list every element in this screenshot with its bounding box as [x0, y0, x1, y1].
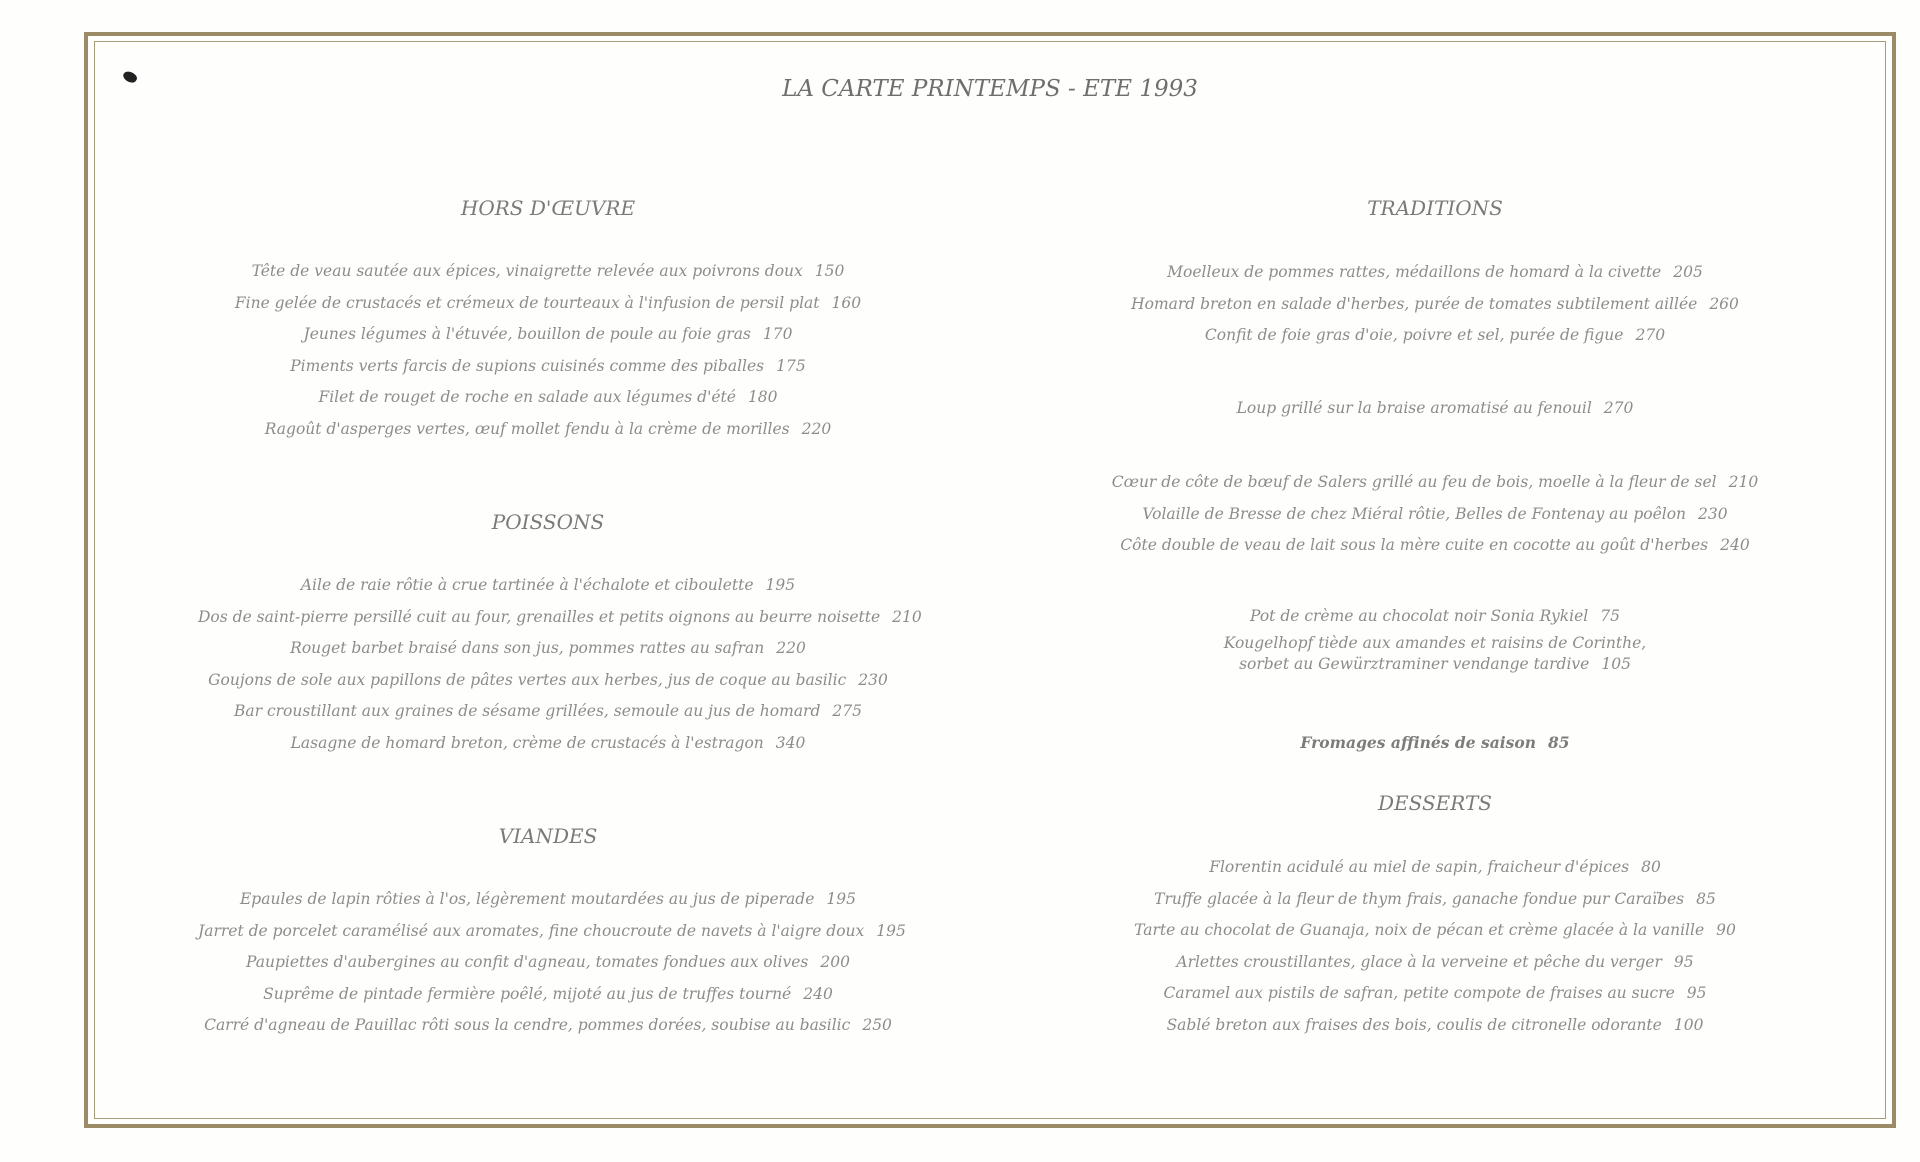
item-price: 100 [1673, 1015, 1704, 1034]
item-price: 240 [803, 984, 833, 1003]
menu-item [198, 414, 898, 446]
item-name: Goujons de sole aux papillons de pâtes vertes aux herbes, jus de coque au basilic [208, 670, 847, 689]
item-price: 85 [1696, 889, 1716, 908]
item-name: Fromages affinés de saison [1300, 733, 1537, 752]
item-price: 175 [776, 356, 806, 375]
item-name: Jeunes légumes à l'étuvée, bouillon de poule au foie gras [303, 325, 751, 343]
item-price: 340 [775, 733, 806, 752]
item-name: Tarte au chocolat de Guanaja, noix de pécan et crème glacée à la vanille [1134, 921, 1705, 939]
item-name: Dos de saint-pierre persillé cuit au four, grenailles et petits oignons au beurre noisette [198, 607, 881, 626]
item-price: 150 [814, 262, 845, 280]
item-price: 195 [826, 890, 856, 908]
item-name: Confit de foie gras d'oie, poivre et sel, purée de figue [1204, 326, 1624, 344]
item-name: Aile de raie rôtie à crue tartinée à l'échalote et ciboulette [300, 576, 754, 594]
section-heading-traditions: TRADITIONS [1367, 196, 1503, 220]
item-price: 95 [1673, 952, 1694, 971]
item-price: 195 [765, 576, 796, 594]
menu-item [198, 382, 898, 414]
item-name: Côte double de veau de lait sous la mère cuite en cocotte au goût d'herbes [1120, 536, 1709, 554]
traditions-group-4 [1085, 601, 1785, 677]
item-price: 270 [1635, 326, 1666, 344]
item-price: 240 [1720, 536, 1750, 554]
item-name: Pot de crème au chocolat noir Sonia Rykiel [1250, 607, 1589, 625]
item-name-line-2: sorbet au Gewürztraminer vendange tardive [1239, 654, 1590, 673]
menu-item [1085, 530, 1785, 562]
traditions-group-3 [1085, 467, 1785, 562]
item-price: 160 [831, 293, 862, 312]
item-price: 85 [1548, 733, 1570, 752]
item-name-line-1: Kougelhopf tiède aux amandes et raisins de Corinthe, [1223, 633, 1647, 652]
menu-item [1085, 852, 1785, 884]
menu-item [1085, 467, 1785, 499]
item-price: 95 [1686, 984, 1707, 1002]
item-name: Sablé breton aux fraises des bois, coulis de citronelle odorante [1166, 1015, 1662, 1034]
item-price: 180 [747, 388, 778, 406]
item-price: 80 [1641, 858, 1661, 876]
item-price: 195 [876, 921, 906, 940]
menu-item [198, 1010, 898, 1042]
item-name: Piments verts farcis de supions cuisinés comme des piballes [290, 356, 765, 375]
item-name: Rouget barbet braisé dans son jus, pommes rattes au safran [290, 639, 765, 657]
menu-item [198, 728, 898, 760]
item-name: Tête de veau sautée aux épices, vinaigrette relevée aux poivrons doux [251, 262, 803, 280]
hors-doeuvre-list [198, 256, 898, 445]
menu-item [1085, 257, 1785, 289]
menu-item [198, 602, 922, 634]
item-price: 270 [1603, 399, 1634, 417]
item-name: Truffe glacée à la fleur de thym frais, ganache fondue pur Caraïbes [1154, 889, 1685, 908]
item-name: Ragoût d'asperges vertes, œuf mollet fendu à la crème de morilles [264, 419, 790, 438]
item-name: Caramel aux pistils de safran, petite compote de fraises au sucre [1163, 984, 1675, 1002]
item-name: Suprême de pintade fermière poêlé, mijoté au jus de truffes tourné [263, 984, 792, 1003]
menu-item [1085, 915, 1785, 947]
item-price: 205 [1673, 263, 1703, 281]
menu-item [1085, 289, 1785, 321]
section-heading-poissons: POISSONS [491, 510, 605, 534]
menu-item [1085, 1010, 1785, 1042]
menu-item [198, 916, 906, 948]
item-name: Paupiettes d'aubergines au confit d'agneau, tomates fondues aux olives [246, 953, 809, 971]
menu-item [1085, 884, 1785, 916]
menu-item [198, 319, 898, 351]
section-heading-desserts: DESSERTS [1377, 791, 1493, 815]
item-name: Epaules de lapin rôties à l'os, légèrement moutardées au jus de piperade [239, 890, 815, 908]
item-name: Lasagne de homard breton, crème de crustacés à l'estragon [290, 733, 764, 752]
menu-item [198, 633, 898, 665]
menu-item [1085, 393, 1785, 425]
traditions-group-2 [1085, 393, 1785, 425]
item-price: 250 [862, 1016, 892, 1034]
item-price: 200 [820, 953, 850, 971]
item-name: Carré d'agneau de Pauillac rôti sous la cendre, pommes dorées, soubise au basilic [204, 1016, 851, 1034]
menu-item [198, 884, 898, 916]
item-price: 230 [858, 670, 888, 689]
item-name: Filet de rouget de roche en salade aux légumes d'été [318, 388, 736, 406]
menu-item [198, 256, 898, 288]
viandes-list [198, 884, 906, 1042]
item-price: 220 [776, 639, 806, 657]
traditions-group-1 [1085, 257, 1785, 352]
item-price: 170 [762, 325, 793, 343]
item-price: 275 [832, 702, 862, 720]
menu-item [198, 288, 898, 320]
item-name: Fine gelée de crustacés et crémeux de tourteaux à l'infusion de persil plat [234, 293, 820, 312]
item-name: Homard breton en salade d'herbes, purée de tomates subtilement aillée [1131, 294, 1698, 313]
menu-item [198, 696, 898, 728]
item-name: Loup grillé sur la braise aromatisé au fenouil [1236, 399, 1592, 417]
item-name: Arlettes croustillantes, glace à la verveine et pêche du verger [1176, 952, 1662, 971]
item-price: 260 [1709, 294, 1739, 313]
item-name: Florentin acidulé au miel de sapin, fraicheur d'épices [1209, 858, 1630, 876]
menu-item [1085, 499, 1785, 531]
menu-item [198, 665, 898, 697]
item-name: Bar croustillant aux graines de sésame grillées, semoule au jus de homard [234, 702, 821, 720]
item-price: 210 [1728, 473, 1759, 491]
item-name: Volaille de Bresse de chez Miéral rôtie, Belles de Fontenay au poêlon [1142, 504, 1687, 523]
item-price: 75 [1600, 607, 1620, 625]
menu-item [1085, 320, 1785, 352]
item-price: 210 [892, 607, 922, 626]
poissons-list [198, 570, 922, 759]
item-price: 230 [1698, 504, 1728, 523]
item-price: 220 [801, 419, 832, 438]
item-price: 90 [1716, 921, 1736, 939]
menu-item [198, 979, 898, 1011]
menu-item [198, 351, 898, 383]
menu-item [198, 570, 898, 602]
item-name: Moelleux de pommes rattes, médaillons de homard à la civette [1167, 263, 1662, 281]
item-name: Cœur de côte de bœuf de Salers grillé au feu de bois, moelle à la fleur de sel [1111, 473, 1717, 491]
menu-item [1085, 633, 1785, 677]
item-price: 105 [1601, 654, 1631, 673]
desserts-list [1085, 852, 1785, 1041]
item-name: Jarret de porcelet caramélisé aux aromates, fine choucroute de navets à l'aigre doux [198, 921, 865, 940]
section-heading-viandes: VIANDES [498, 824, 598, 848]
menu-item [198, 947, 898, 979]
fromages-line [1085, 733, 1785, 752]
section-heading-hors-doeuvre: HORS D'ŒUVRE [460, 196, 636, 220]
menu-item [1085, 601, 1785, 633]
menu-item [1085, 947, 1785, 979]
page-title: LA CARTE PRINTEMPS - ETE 1993 [782, 76, 1198, 102]
menu-item [1085, 978, 1785, 1010]
